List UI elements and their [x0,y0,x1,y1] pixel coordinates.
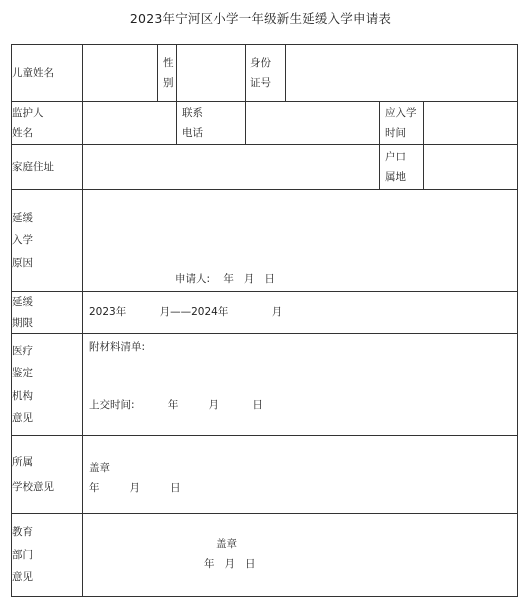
submit-time: 上交时间: 年 月 日 [89,399,263,411]
deferral-reason-label: 延缓 入学 原因 [12,190,83,292]
row-deferral-reason [12,190,518,292]
gender-field[interactable] [177,45,246,102]
row-education-opinion [12,514,518,597]
school-opinion-field[interactable] [83,436,518,514]
medical-opinion-label: 医疗 鉴定 机构 意见 [12,334,83,436]
row-child-info [12,45,518,102]
household-registration-field[interactable] [424,145,518,190]
contact-phone-field[interactable] [246,102,380,145]
row-address [12,145,518,190]
education-opinion-label: 教育 部门 意见 [12,514,83,597]
home-address-field[interactable] [83,145,380,190]
school-date: 年 月 日 [89,482,181,494]
deferral-period-label: 延缓 期限 [12,292,83,334]
period-value: 2023年 月——2024年 月 [89,306,283,318]
child-name-label: 儿童姓名 [12,45,83,102]
contact-phone-label: 联系 电话 [177,102,246,145]
school-opinion-label: 所属 学校意见 [12,436,83,514]
medical-opinion-field[interactable] [83,334,518,436]
deferral-reason-field[interactable] [83,190,518,292]
school-seal: 盖章 [89,462,110,474]
guardian-name-field[interactable] [83,102,177,145]
guardian-name-label: 监护人 姓名 [12,102,83,145]
household-registration-label: 户口 属地 [380,145,424,190]
row-deferral-period [12,292,518,334]
deferral-period-field[interactable] [83,292,518,334]
child-name-field[interactable] [83,45,158,102]
education-seal: 盖章 [216,538,237,550]
row-guardian [12,102,518,145]
education-opinion-field[interactable] [83,514,518,597]
form-title: 2023年宁河区小学一年级新生延缓入学申请表 [129,11,392,26]
id-number-field[interactable] [286,45,518,102]
application-form-table [11,44,518,597]
id-number-label: 身份 证号 [246,45,286,102]
row-school-opinion [12,436,518,514]
home-address-label: 家庭住址 [12,145,83,190]
applicant-date: 申请人: 年 月 日 [175,273,275,285]
gender-label: 性 别 [158,45,177,102]
education-date: 年 月 日 [204,558,256,570]
enrollment-time-label: 应入学 时间 [380,102,424,145]
row-medical-opinion [12,334,518,436]
enrollment-time-field[interactable] [424,102,518,145]
attachment-list: 附材料清单: [89,341,146,353]
